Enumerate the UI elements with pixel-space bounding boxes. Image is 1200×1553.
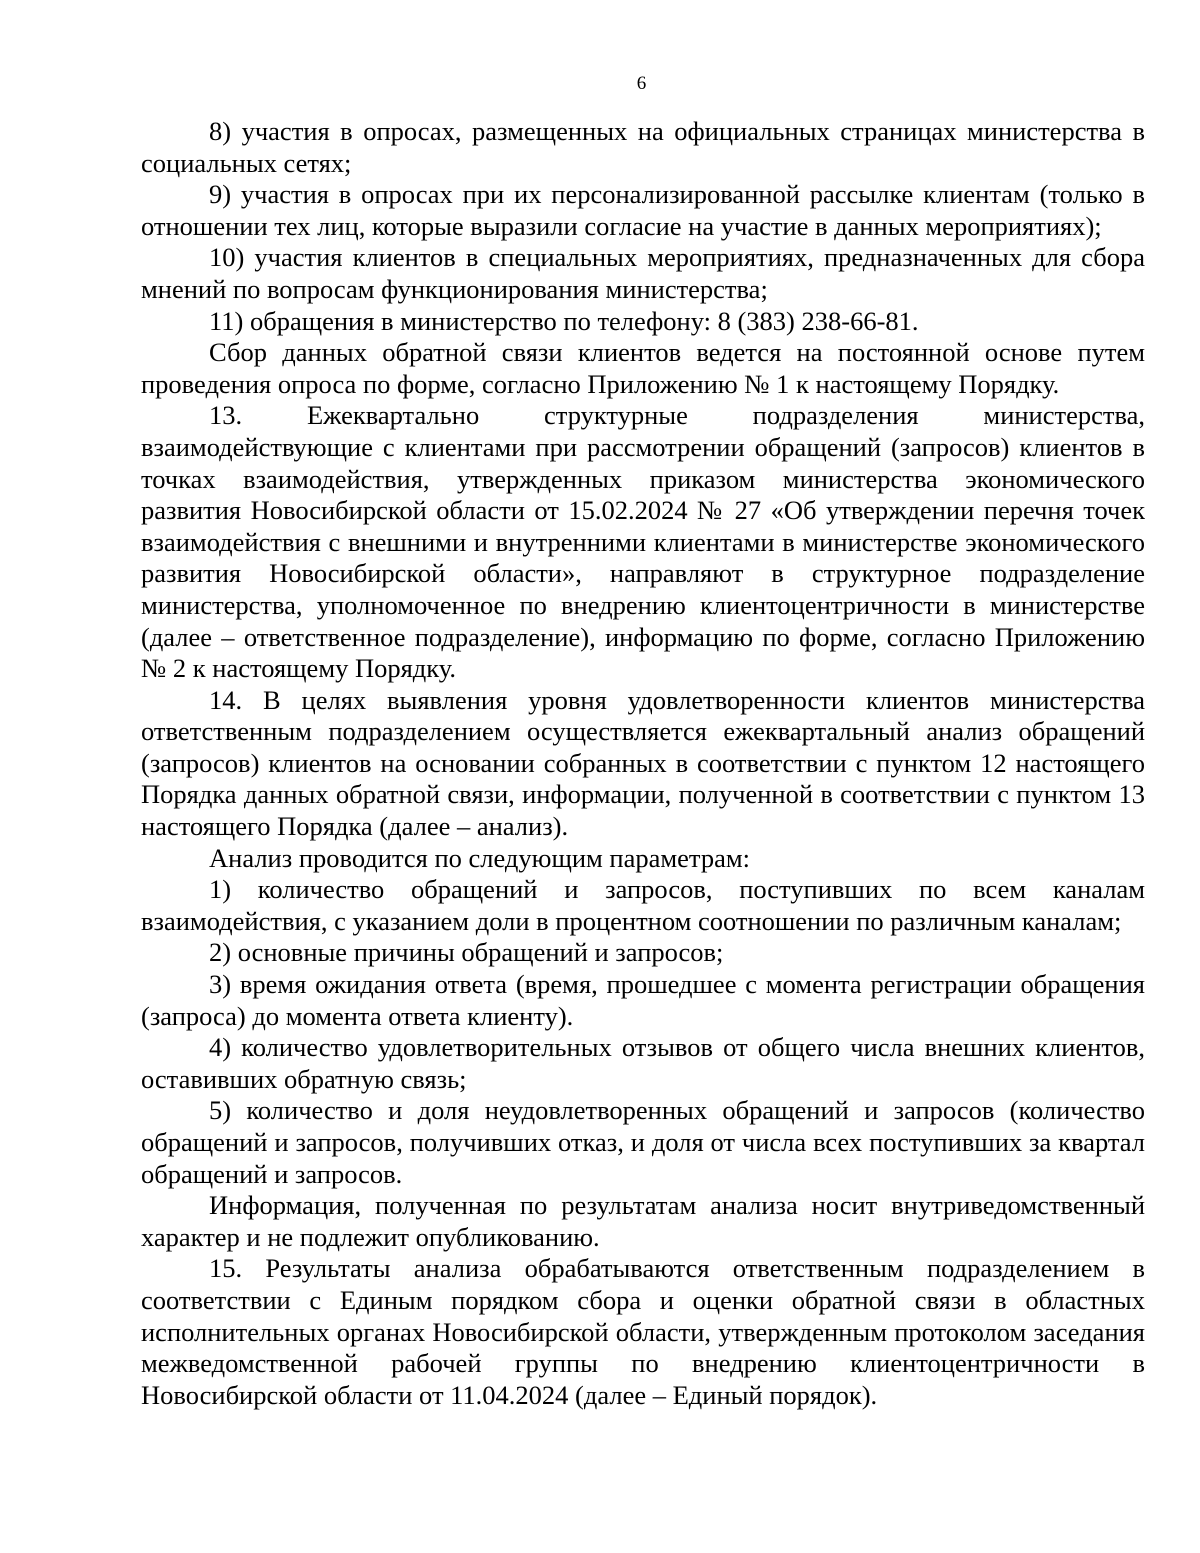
paragraph-parameter-3: 3) время ожидания ответа (время, прошедшее с момента регистрации обращения (запроса) до момента ответа клиенту). — [141, 969, 1145, 1031]
paragraph-parameter-1: 1) количество обращений и запросов, поступивших по всем каналам взаимодействия, с указанием доли в процентном соотношении по различным каналам; — [141, 874, 1145, 936]
document-body — [141, 116, 1145, 1411]
paragraph-parameter-5: 5) количество и доля неудовлетворенных обращений и запросов (количество обращений и запросов, получивших отказ, и доля от числа всех поступивших за квартал обращений и запросов. — [141, 1095, 1145, 1189]
paragraph-parameter-4: 4) количество удовлетворительных отзывов от общего числа внешних клиентов, оставивших обратную связь; — [141, 1032, 1145, 1094]
paragraph-section-14: 14. В целях выявления уровня удовлетворенности клиентов министерства ответственным подразделением осуществляется ежеквартальный анализ обращений (запросов) клиентов на основании собранных в соответствии с пунктом 12 настоящего Порядка данных обратной связи, информации, полученной в соответствии с пунктом 13 настоящего Порядка (далее – анализ). — [141, 684, 1145, 842]
paragraph-section-13: 13. Ежеквартально структурные подразделения министерства, взаимодействующие с клиентами при рассмотрении обращений (запросов) клиентов в точках взаимодействия, утвержденных приказом министерства экономического развития Новосибирской области от 15.02.2024 № 27 «Об утверждении перечня точек взаимодействия с внешними и внутренними клиентами в министерстве экономического развития Новосибирской области», направляют в структурное подразделение министерства, уполномоченное по внедрению клиентоцентричности в министерстве (далее – ответственное подразделение), информацию по форме, согласно Приложению № 2 к настоящему Порядку. — [141, 400, 1145, 684]
paragraph-item-8: 8) участия в опросах, размещенных на официальных страницах министерства в социальных сетях; — [141, 116, 1145, 178]
paragraph-information-status: Информация, полученная по результатам анализа носит внутриведомственный характер и не подлежит опубликованию. — [141, 1190, 1145, 1252]
paragraph-item-11: 11) обращения в министерство по телефону: 8 (383) 238-66-81. — [209, 305, 919, 336]
paragraph-parameter-2: 2) основные причины обращений и запросов; — [209, 937, 724, 968]
paragraph-item-10: 10) участия клиентов в специальных мероприятиях, предназначенных для сбора мнений по вопросам функционирования министерства; — [141, 242, 1145, 304]
paragraph-feedback-collection: Сбор данных обратной связи клиентов ведется на постоянной основе путем проведения опроса по форме, согласно Приложению № 1 к настоящему Порядку. — [141, 337, 1145, 399]
paragraph-section-15: 15. Результаты анализа обрабатываются ответственным подразделением в соответствии с Единым порядком сбора и оценки обратной связи в областных исполнительных органах Новосибирской области, утвержденным протоколом заседания межведомственной рабочей группы по внедрению клиентоцентричности в Новосибирской области от 11.04.2024 (далее – Единый порядок). — [141, 1253, 1145, 1410]
paragraph-analysis-parameters: Анализ проводится по следующим параметрам: — [209, 842, 750, 873]
page-number: 6 — [636, 73, 647, 94]
paragraph-item-9: 9) участия в опросах при их персонализированной рассылке клиентам (только в отношении тех лиц, которые выразили согласие на участие в данных мероприятиях); — [141, 179, 1145, 241]
